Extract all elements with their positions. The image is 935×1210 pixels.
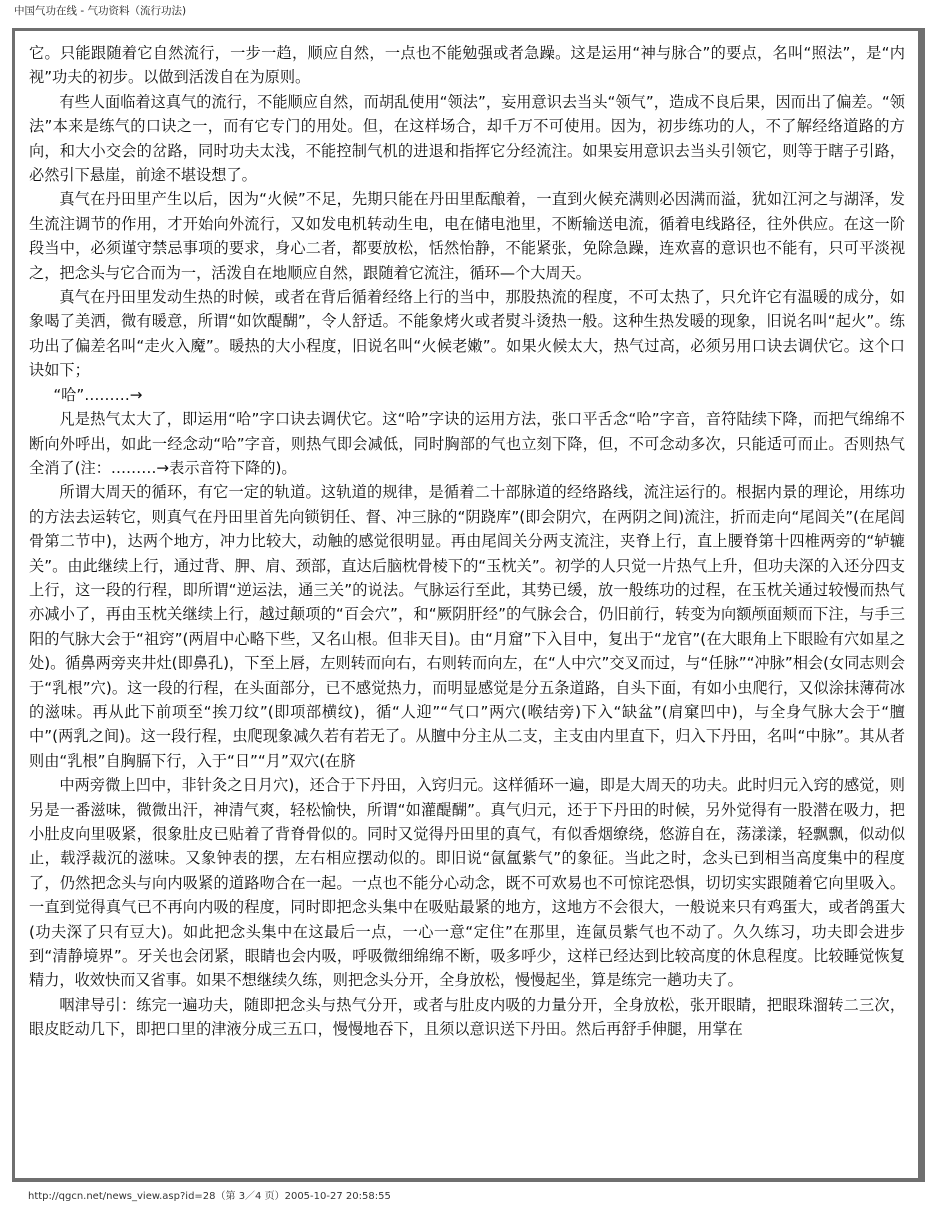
- page-frame: [12, 28, 925, 1182]
- paragraph: 咽津导引：练完一遍功夫，随即把念头与热气分开，或者与肚皮内吸的力量分开，全身放松，张开眼睛，把眼珠溜转二三次，眼皮眨动几下，即把口里的津液分成三五口，慢慢地吞下，且须以意识送下丹田。然后再舒手伸腿，用掌在: [29, 995, 905, 1039]
- document-page: [15, 31, 918, 1178]
- article-body: [29, 41, 905, 1042]
- paragraph: 所谓大周天的循环，有它一定的轨道。这轨道的规律，是循着二十部脉道的经络路线，流注运行的。根据内景的理论，用练功的方法去运转它，则真气在丹田里首先向锁钥任、督、冲三脉的“阴跷库”(即会阴穴，在两阴之间)流注，折而走向“尾闾关”(在尾闾骨第二节中)，达两个地方，冲力比较大，动触的感觉很明显。再由尾闾关分两支流注，夹脊上行，直上腰脊第十四椎两旁的“轳辘关”。由此继续上行，通过背、胛、肩、颈部，直达后脑枕骨棱下的“玉枕关”。初学的人只觉一片热气上升，但功夫深的入还分四支上行，这一段的行程，即所谓“逆运法，通三关”的说法。气脉运行至此，其势已缓，放一般练功的过程，在玉枕关通过较慢而热气亦减小了，再由玉枕关继续上行，越过颠项的“百会穴”，和“厥阴肝经”的气脉会合，仍旧前行，转变为向额颅面颊而下注，与手三阳的气脉大会于“祖窍”(两眉中心略下些，又名山根。但非天目)。由“月窟”下入目中，复出于“龙官”(在大眼角上下眼睑有穴如星之处)。循鼻两旁夹井灶(即鼻孔)，下至上唇，左则转而向右，右则转而向左，在“人中穴”交叉而过，与“任脉”“冲脉”相会(女同志则会于“乳根”穴)。这一段的行程，在头面部分，已不感觉热力，而明显感觉是分五条道路，自头下面，有如小虫爬行，又似涂抹薄荷冰的滋味。再从此下前项至“挨刀纹”(即项部横纹)，循“人迎”“气口”两穴(喉结旁)下入“缺盆”(肩窠凹中)，与全身气脉大会于“膻中”(两乳之间)。这一段行程，虫爬现象减久若有若无了。从膻中分主从二支，主支由内里直下，归入下丹田，名叫“中脉”。其从者则由“乳根”自胸膈下行，入于“日”“月”双穴(在脐: [29, 483, 905, 770]
- print-footer-url: http://qgcn.net/news_view.asp?id=28（第 3／4 页）2005-10-27 20:58:55: [28, 1191, 391, 1202]
- paragraph: 有些人面临着这真气的流行，不能顺应自然，而胡乱使用“领法”，妄用意识去当头“领气”，造成不良后果，因而出了偏差。“领法”本来是练气的口诀之一，而有它专门的用处。但，在这样场合，却千万不可使用。因为，初步练功的人，不了解经络道路的方向，和大小交会的岔路，同时功夫太浅，不能控制气机的进退和指挥它分经流注。如果妄用意识去当头引领它，则等于瞎子引路，必然引下悬崖，前途不堪设想了。: [29, 92, 905, 185]
- paragraph: 真气在丹田里发动生热的时候，或者在背后循着经络上行的当中，那股热流的程度，不可太热了，只允许它有温暖的成分，如象喝了美洒，微有暖意，所谓“如饮醍醐”，令人舒适。不能象烤火或者熨斗烫热一般。这种生热发暖的现象，旧说名叫“起火”。练功出了偏差名叫“走火入魔”。暖热的大小程度，旧说名叫“火候老嫩”。如果火候太大，热气过高，必须另用口诀去调伏它。这个口诀如下；: [29, 288, 905, 380]
- paragraph: 真气在丹田里产生以后，因为“火候”不足，先期只能在丹田里酝酿着，一直到火候充满则必因满而溢，犹如江河之与湖泽，发生流注调节的作用，才开始向外流行，又如发电机转动生电，电在储电池里，不断输送电流，循着电线路径，往外供应。在这一阶段当中，必须谨守禁忌事项的要求，身心二者，都要放松，恬然怡静，不能紧张，免除急躁，连欢喜的意识也不能有，只可平淡视之，把念头与它合而为一，活泼自在地顺应自然，跟随着它流注，循环—个大周天。: [29, 190, 905, 282]
- print-header-title: 中国气功在线 - 气功资料（流行功法): [14, 5, 187, 17]
- paragraph: 它。只能跟随着它自然流行，一步一趋，顺应自然，一点也不能勉强或者急躁。这是运用“神与脉合”的要点，名叫“照法”，是“内视”功夫的初步。以做到活泼自在为原则。: [29, 44, 905, 87]
- paragraph: 凡是热气太大了，即运用“哈”字口诀去调伏它。这“哈”字诀的运用方法，张口平舌念“哈”字音，音符陆续下降，而把气绵绵不断向外呼出，如此一经念动“哈”字音，则热气即会减低，同时胸部的气也立刻下降，但，不可念动多次，只能适可而止。否则热气全消了(注：………→表示音符下降的)。: [29, 410, 905, 477]
- paragraph: 中两旁微上凹中，非针灸之日月穴)，还合于下丹田，入窍归元。这样循环一遍，即是大周天的功夫。此时归元入窍的感觉，则另是一番滋味，微微出汗，神清气爽，轻松愉快，所谓“如灌醍醐”。真气归元，还于下丹田的时候，另外觉得有一股潜在吸力，把小肚皮向里吸紧，很象肚皮已贴着了背脊骨似的。同时又觉得丹田里的真气，有似香烟缭绕，悠游自在，荡漾漾，轻飘飘，似动似止，载浮裁沉的滋味。又象钟表的摆，左右相应摆动似的。即旧说“氤氲紫气”的象征。当此之时，念头已到相当高度集中的程度了，仍然把念头与向内吸紧的道路吻合在一起。一点也不能分心动念，既不可欢易也不可惊诧恐惧，切切实实跟随着它向里吸入。一直到觉得真气已不再向内吸的程度，同时即把念头集中在吸贴最紧的地方，这地方不会很大，一般说来只有鸡蛋大，或者鸽蛋大(功夫深了只有豆大)。如此把念头集中在这最后一点，一心一意“定住”在那里，连氤员紫气也不动了。久久练习，功夫即会进步到“清静境界”。牙关也会闭紧，眼睛也会内吸，呼吸微细绵绵不断，吸多呼少，这样已经达到比较高度的休息程度。比较睡觉恢复精力，收效快而又省事。如果不想继续久练，则把念头分开，全身放松，慢慢起坐，算是练完一趟功夫了。: [29, 776, 905, 990]
- formula-line: “哈”………→: [53, 385, 143, 404]
